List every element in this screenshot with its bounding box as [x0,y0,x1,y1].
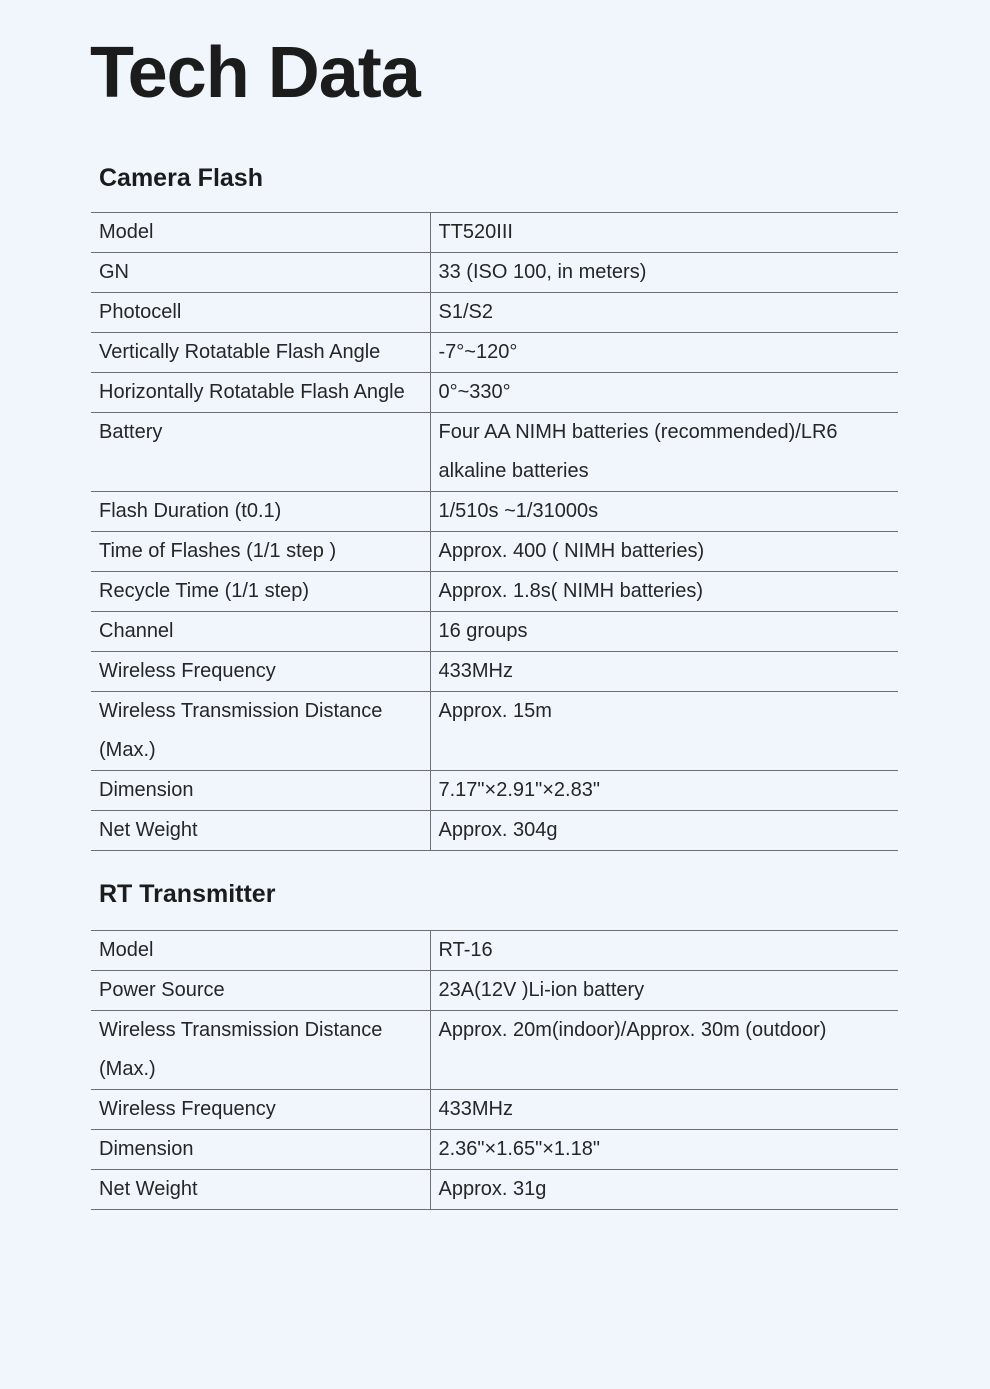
spec-value: TT520III [430,213,898,253]
spec-value: -7°~120° [430,333,898,373]
spec-row-net-weight [91,1170,898,1210]
rt-transmitter-section-title: RT Transmitter [99,880,276,908]
spec-row-time-of-flashes [91,532,898,572]
spec-value: RT-16 [430,931,898,971]
spec-value: Approx. 400 ( NIMH batteries) [430,532,898,572]
spec-row-photocell [91,293,898,333]
spec-value: 23A(12V )Li-ion battery [430,971,898,1011]
spec-label: Wireless Transmission Distance (Max.) [99,700,383,761]
spec-row-recycle-time [91,572,898,612]
spec-row-gn [91,253,898,293]
spec-row-dimension [91,771,898,811]
spec-row-model [91,931,898,971]
spec-label: Vertically Rotatable Flash Angle [99,341,381,363]
spec-label: Photocell [99,301,182,323]
spec-label: Dimension [99,1138,194,1160]
rt-transmitter-spec-table [91,930,898,1210]
spec-label: Model [99,221,154,243]
spec-value: 2.36"×1.65"×1.18" [430,1130,898,1170]
page-title: Tech Data [90,33,420,113]
spec-value: 7.17"×2.91"×2.83" [430,771,898,811]
camera-flash-spec-table [91,212,898,851]
spec-row-dimension [91,1130,898,1170]
spec-row-wireless-frequency [91,1090,898,1130]
spec-row-wireless-frequency [91,652,898,692]
spec-value: Approx. 304g [430,811,898,851]
spec-label: Horizontally Rotatable Flash Angle [99,381,405,403]
spec-label: GN [99,261,129,283]
spec-value: S1/S2 [430,293,898,333]
spec-value: 0°~330° [430,373,898,413]
spec-row-channel [91,612,898,652]
spec-value: 1/510s ~1/31000s [430,492,898,532]
spec-row-power-source [91,971,898,1011]
spec-label: Power Source [99,979,225,1001]
spec-label: Time of Flashes (1/1 step ) [99,540,337,562]
spec-label: Battery [99,421,163,443]
spec-row-battery [91,413,898,492]
spec-row-wireless-distance [91,692,898,771]
spec-label: Model [99,939,154,961]
spec-value: 33 (ISO 100, in meters) [430,253,898,293]
spec-label: Wireless Frequency [99,1098,276,1120]
spec-value: Four AA NIMH batteries (recommended)/LR6 alkaline batteries [430,413,898,492]
spec-row-net-weight [91,811,898,851]
spec-label: Wireless Frequency [99,660,276,682]
spec-label: Net Weight [99,1178,198,1200]
spec-label: Channel [99,620,174,642]
spec-row-horizontal-angle [91,373,898,413]
spec-label: Flash Duration (t0.1) [99,500,282,522]
spec-value: Approx. 31g [430,1170,898,1210]
spec-value: Approx. 1.8s( NIMH batteries) [430,572,898,612]
spec-value: 433MHz [430,1090,898,1130]
spec-row-vertical-angle [91,333,898,373]
spec-value: 433MHz [430,652,898,692]
spec-row-model [91,213,898,253]
camera-flash-section-title: Camera Flash [99,164,263,192]
spec-label: Recycle Time (1/1 step) [99,580,310,602]
spec-row-flash-duration [91,492,898,532]
spec-label: Net Weight [99,819,198,841]
spec-label: Wireless Transmission Distance (Max.) [99,1019,383,1080]
spec-value: 16 groups [430,612,898,652]
spec-value: Approx. 15m [430,692,898,771]
spec-row-wireless-distance [91,1011,898,1090]
spec-value: Approx. 20m(indoor)/Approx. 30m (outdoor) [430,1011,898,1090]
spec-label: Dimension [99,779,194,801]
